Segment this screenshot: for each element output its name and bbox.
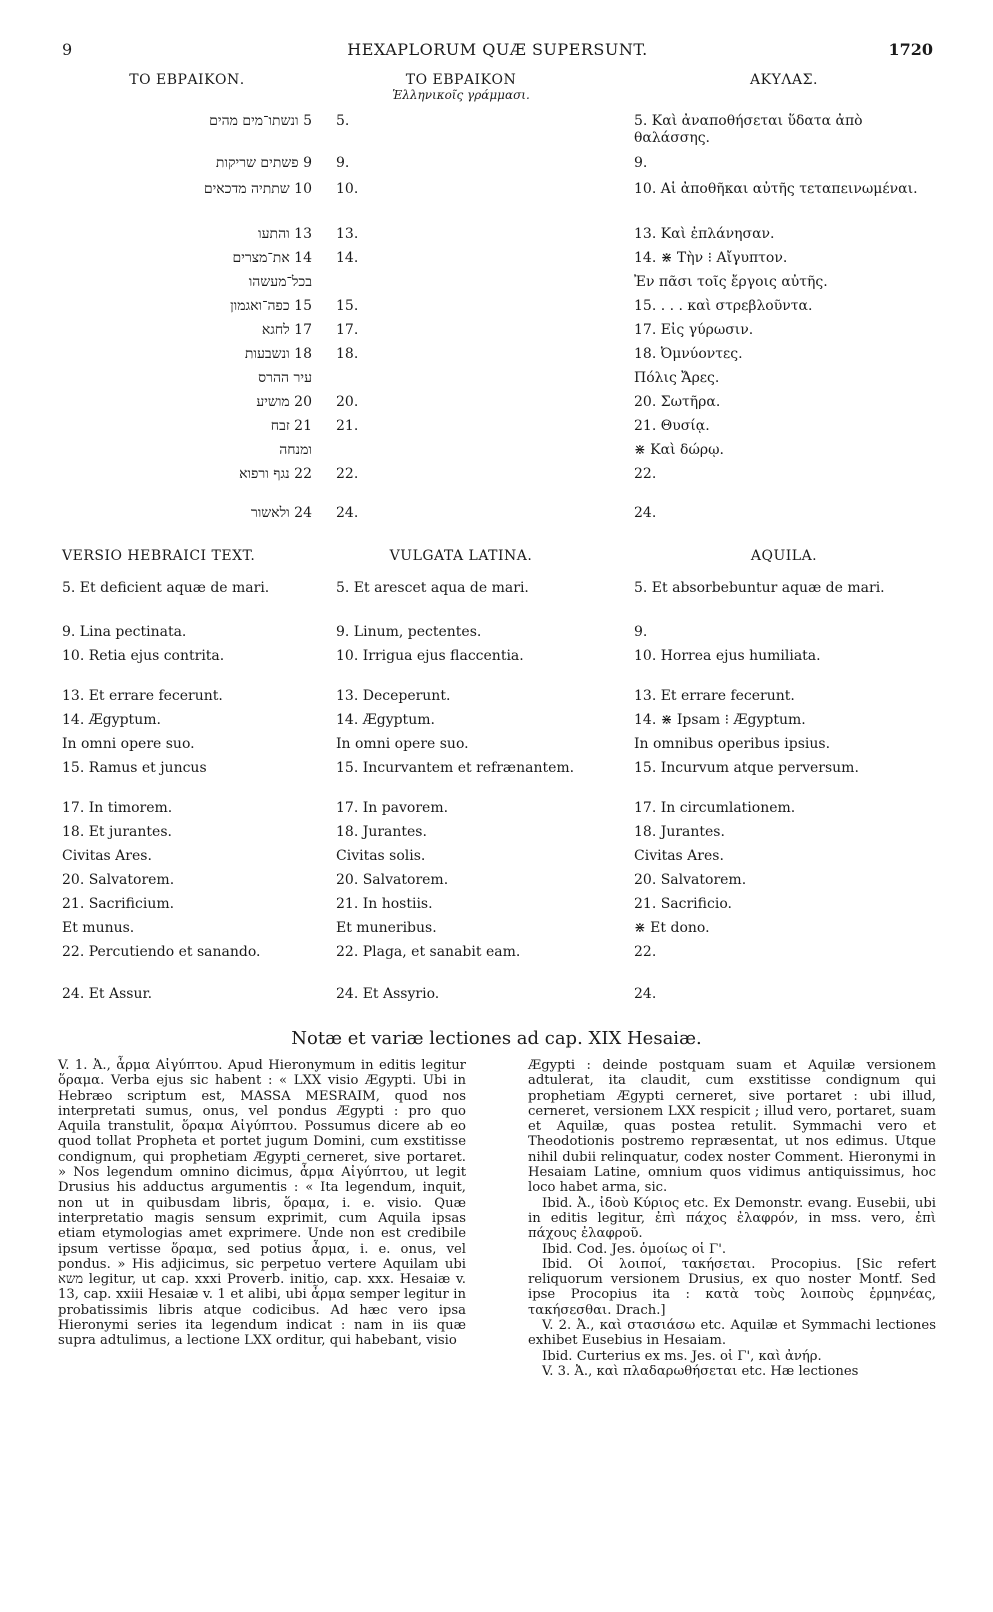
notes-right-paragraph: V. 3. Ἀ., καὶ πλαδαρωθήσεται etc. Hæ lectiones — [542, 1363, 859, 1379]
greek-cell-heb: 9 פשתים שריקות — [215, 155, 312, 171]
greek-cell-mid: 13. — [336, 226, 359, 242]
greek-cell-heb: ומנחה — [279, 442, 312, 458]
greek-cell-mid: 22. — [336, 466, 359, 482]
latin-cell-heb: 20. Salvatorem. — [62, 872, 175, 888]
column-header-versio-label: VERSIO HEBRAICI TEXT. — [62, 548, 256, 564]
latin-cell-mid: In omni opere suo. — [336, 736, 469, 752]
greek-cell-heb: 15 כפה־ואגמון — [230, 298, 312, 314]
latin-cell-aq: 18. Jurantes. — [634, 824, 725, 840]
page-number-right: 1720 — [888, 40, 933, 59]
greek-cell-mid: 9. — [336, 155, 350, 171]
greek-cell-aq: 21. Θυσίᾳ. — [634, 418, 710, 434]
latin-cell-heb: 9. Lina pectinata. — [62, 624, 187, 640]
latin-cell-heb: 14. Ægyptum. — [62, 712, 161, 728]
latin-cell-aq: 10. Horrea ejus humiliata. — [634, 648, 821, 664]
column-header-translit-label: ΤΟ ΕΒΡΑΙΚΟΝ — [405, 72, 517, 88]
greek-cell-mid: 20. — [336, 394, 359, 410]
latin-cell-mid: 18. Jurantes. — [336, 824, 427, 840]
greek-cell-heb: 5 ונשתו־מים מהים — [209, 113, 312, 129]
latin-cell-heb: Civitas Ares. — [62, 848, 152, 864]
latin-cell-heb: 13. Et errare fecerunt. — [62, 688, 223, 704]
greek-cell-heb: בכל־מעשהו — [248, 274, 312, 290]
greek-cell-aq: 17. Εἰς γύρωσιν. — [634, 322, 754, 338]
greek-cell-heb: 21 זבח — [270, 418, 312, 434]
latin-cell-heb: In omni opere suo. — [62, 736, 195, 752]
column-header-aquila-greek — [634, 72, 934, 88]
greek-cell-mid: 24. — [336, 505, 359, 521]
notes-left-column — [58, 1058, 466, 1349]
greek-cell-aq: 9. — [634, 155, 648, 171]
latin-cell-mid: 24. Et Assyrio. — [336, 986, 440, 1002]
latin-cell-aq: 5. Et absorbebuntur aquæ de mari. — [634, 580, 885, 596]
column-header-aquila-label: ΑΚΥΛΑΣ. — [750, 72, 818, 88]
column-header-versio — [62, 548, 312, 564]
latin-cell-mid: 9. Linum, pectentes. — [336, 624, 482, 640]
greek-cell-aq: 14. ⋇ Τὴν ⁝ Αἴγυπτον. — [634, 250, 788, 266]
greek-cell-mid: 14. — [336, 250, 359, 266]
greek-cell-aq: 24. — [634, 505, 657, 521]
latin-cell-mid: 14. Ægyptum. — [336, 712, 435, 728]
latin-cell-aq: ⋇ Et dono. — [634, 920, 710, 936]
latin-cell-mid: 22. Plaga, et sanabit eam. — [336, 944, 521, 960]
latin-cell-mid: 10. Irrigua ejus flaccentia. — [336, 648, 524, 664]
greek-cell-mid: 5. — [336, 113, 350, 129]
greek-cell-aq: 15. . . . καὶ στρεβλοῦντα. — [634, 298, 813, 314]
greek-cell-heb: 24 ולאשור — [250, 505, 312, 521]
greek-cell-aq: 18. Ὀμνύοντες. — [634, 346, 743, 362]
greek-cell-aq: 22. — [634, 466, 657, 482]
notes-right-paragraph: Ibid. Curterius ex ms. Jes. οἱ Γ', καὶ ἀνήρ. — [542, 1348, 822, 1364]
greek-cell-heb: 10 שתתיה מדכאים — [203, 181, 312, 197]
latin-cell-heb: 5. Et deficient aquæ de mari. — [62, 580, 270, 596]
greek-cell-heb: עיר ההרס — [258, 370, 312, 386]
column-header-hebrew — [62, 72, 312, 88]
latin-cell-aq: In omnibus operibus ipsius. — [634, 736, 831, 752]
greek-cell-mid: 17. — [336, 322, 359, 338]
latin-cell-mid: 13. Deceperunt. — [336, 688, 451, 704]
latin-cell-heb: 24. Et Assur. — [62, 986, 153, 1002]
latin-cell-mid: 21. In hostiis. — [336, 896, 433, 912]
latin-cell-heb: 22. Percutiendo et sanando. — [62, 944, 261, 960]
running-header — [62, 40, 933, 64]
column-header-aquila-latin-label: AQUILA. — [750, 548, 818, 564]
latin-cell-heb: Et munus. — [62, 920, 135, 936]
greek-cell-heb: 20 מושיע — [256, 394, 312, 410]
latin-cell-aq: 17. In circumlationem. — [634, 800, 796, 816]
latin-cell-mid: Et muneribus. — [336, 920, 437, 936]
notes-right-paragraph: Ibid. Cod. Jes. ὁμοίως οἱ Γ'. — [542, 1241, 727, 1257]
latin-cell-heb: 18. Et jurantes. — [62, 824, 172, 840]
greek-cell-heb: 18 ונשבעות — [244, 346, 312, 362]
column-header-aquila-latin — [634, 548, 934, 564]
latin-cell-heb: 10. Retia ejus contrita. — [62, 648, 225, 664]
latin-cell-aq: 14. ⋇ Ipsam ⁝ Ægyptum. — [634, 712, 806, 728]
greek-cell-mid: 18. — [336, 346, 359, 362]
greek-cell-mid: 10. — [336, 181, 359, 197]
latin-cell-aq: 20. Salvatorem. — [634, 872, 747, 888]
column-header-translit-sub: Ἑλληνικοῖς γράμμασι. — [392, 88, 530, 102]
latin-cell-aq: 22. — [634, 944, 657, 960]
greek-cell-aq: ⋇ Καὶ δώρῳ. — [634, 442, 724, 458]
latin-cell-aq: 15. Incurvum atque perversum. — [634, 760, 859, 776]
greek-cell-aq: Ἐν πᾶσι τοῖς ἔργοις αὐτῆς. — [634, 274, 828, 290]
latin-cell-aq: Civitas Ares. — [634, 848, 724, 864]
greek-cell-heb: 13 והתעו — [258, 226, 312, 242]
latin-cell-aq: 21. Sacrificio. — [634, 896, 732, 912]
latin-cell-aq: 9. — [634, 624, 648, 640]
notes-right-paragraph: Ibid. Ἀ., ἰδοὺ Κύριος etc. Ex Demonstr. evang. Eusebii, ubi in editis legitur, ἐπὶ πάχος ἐλαφρόν, in mss. vero, ἐπὶ πάχους ἐλαφροῦ. — [528, 1195, 936, 1242]
greek-cell-heb: 14 את־מצרים — [232, 250, 312, 266]
latin-cell-mid: 17. In pavorem. — [336, 800, 449, 816]
latin-cell-mid: 20. Salvatorem. — [336, 872, 449, 888]
latin-cell-mid: 15. Incurvantem et refrænantem. — [336, 760, 575, 776]
latin-cell-heb: 15. Ramus et juncus — [62, 760, 207, 776]
column-header-vulgata — [336, 548, 586, 564]
greek-cell-heb: 22 נגף ורפוא — [239, 466, 312, 482]
column-header-transliteration — [336, 72, 586, 102]
latin-cell-heb: 21. Sacrificium. — [62, 896, 175, 912]
notes-right-paragraph: V. 2. Ἀ., καὶ στασιάσω etc. Aquilæ et Symmachi lectiones exhibet Eusebius in Hesaiam. — [528, 1318, 936, 1349]
notes-right-paragraph: Ibid. Οἱ λοιποί, τακήσεται. Procopius. [Sic refert reliquorum versionem Drusius, ex quo noster Montf. Sed ipse Procopius ita : κατὰ τοὺς λοιποὺς ἑρμηνέας, τακήσεσθαι. Drach.] — [528, 1256, 936, 1318]
greek-cell-aq: Πόλις Ἄρες. — [634, 370, 720, 386]
notes-left-paragraph: V. 1. Ἀ., ἆρμα Αἰγύπτου. Apud Hieronymum in editis legitur ὅραμα. Verba ejus sic habent : « LXX visio Ægypti. Ubi in Hebræo scriptum est, MASSA MESRAIM, quod nos interpretati sumus, onus, vel pondus Ægypti : pro quo Aquila transtulit, ὅραμα Αἰγύπτου. Possumus dicere ab eo quod tollat Propheta et portet jugum Domini, cum exstitisse condignum, qui prophetiam Ægypti cerneret, sive portaret. » Nos legendum omnino dicimus, ἆρμα Αἰγύπτου, ut legit Drusius his adductus argumentis : « Ita legendum, inquit, non ut in quibusdam libris, ὅραμα, i. e. visio. Quæ interpretatio magis sensum exprimit, cum Aquila ipsas etiam etymologias amet exprimere. Unde non est credibile ipsum vertisse ὅραμα, sed potius ἆρμα, i. e. onus, vel pondus. » His adjicimus, sic perpetuo vertere Aquilam ubi משא legitur, ut cap. xxxi Proverb. initio, cap. xxx. Hesaiæ v. 13, cap. xxiii Hesaiæ v. 1 et alibi, ubi ἆρμα semper legitur in probatissimis libris atque codicibus. Ad hæc vero ipsa Hieronymi series ita legendum indicat : nam in iis quæ supra adtulimus, a lectione LXX orditur, qui habebant, visio — [58, 1058, 466, 1349]
column-header-hebrew-label: ΤΟ ΕΒΡΑΙΚΟΝ. — [129, 72, 245, 88]
greek-cell-aq: 10. Αἱ ἀποθῆκαι αὐτῆς τεταπεινωμέναι. — [634, 181, 918, 197]
latin-cell-mid: Civitas solis. — [336, 848, 426, 864]
greek-cell-aq: 13. Καὶ ἐπλάνησαν. — [634, 226, 775, 242]
running-title: HEXAPLORUM QUÆ SUPERSUNT. — [347, 40, 648, 59]
greek-cell-aq: 20. Σωτῆρα. — [634, 394, 721, 410]
notes-right-paragraph: Ægypti : deinde postquam suam et Aquilæ versionem adtulerat, ita claudit, cum exstitisse condignum qui prophetiam Ægypti cerneret, sive portaret : ubi illud, cerneret, versionem LXX respicit ; illud vero, portaret, suam et Aquilæ, quas postea retulit. Symmachi vero et Theodotionis postremo repræsentat, ut nos edimus. Utque nihil dubii relinquatur, codex noster Comment. Hieronymi in Hesaiam Latine, omnium quos vidimus antiquissimus, hoc loco habet arma, sic. — [528, 1058, 936, 1196]
latin-cell-aq: 24. — [634, 986, 657, 1002]
column-header-vulgata-label: VULGATA LATINA. — [389, 548, 533, 564]
greek-cell-heb: 17 לחגא — [261, 322, 312, 338]
notes-right-column — [528, 1058, 936, 1379]
latin-cell-aq: 13. Et errare fecerunt. — [634, 688, 795, 704]
latin-cell-mid: 5. Et arescet aqua de mari. — [336, 580, 529, 596]
page-number-left: 9 — [62, 40, 73, 59]
greek-cell-mid: 21. — [336, 418, 359, 434]
latin-cell-heb: 17. In timorem. — [62, 800, 173, 816]
greek-cell-mid: 15. — [336, 298, 359, 314]
greek-cell-aq: 5. Καὶ ἀναποθήσεται ὕδατα ἀπὸ θαλάσσης. — [634, 113, 863, 146]
notes-title: Notæ et variæ lectiones ad cap. XIX Hesaiæ. — [291, 1028, 702, 1049]
